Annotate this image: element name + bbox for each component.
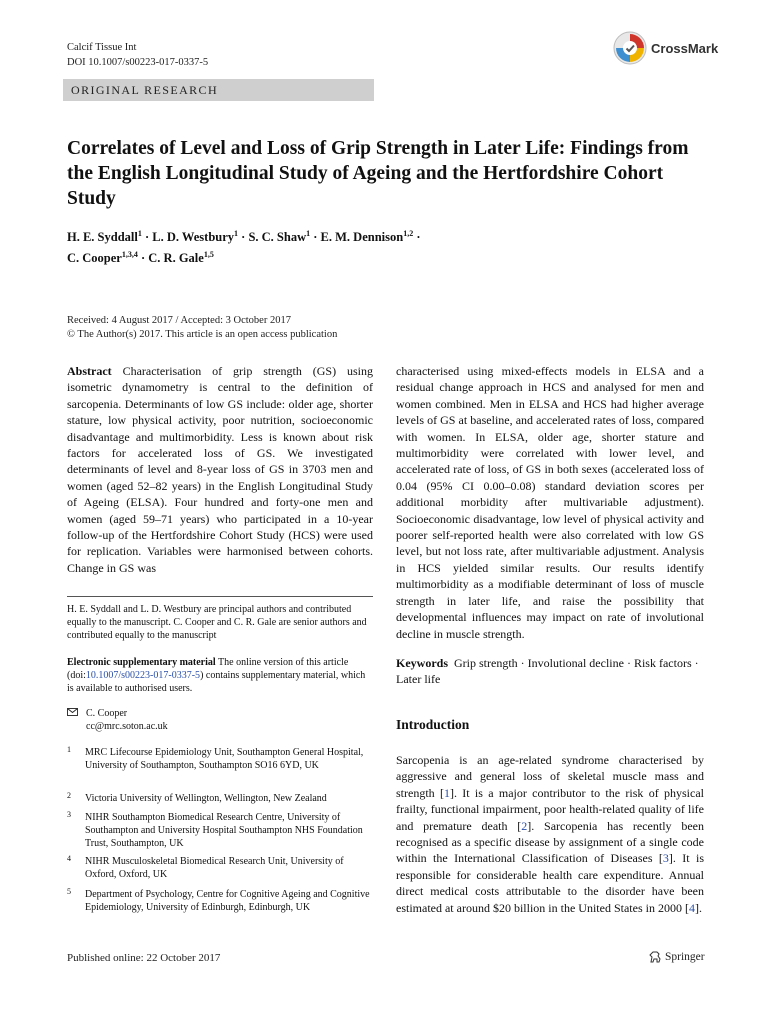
citation-link[interactable]: 3	[662, 851, 669, 866]
envelope-icon	[67, 708, 78, 716]
publisher-name: Springer	[665, 951, 705, 963]
section-label-bar	[63, 79, 374, 101]
introduction-paragraph: Sarcopenia is an age-related syndrome characterised by aggressive and general loss of skeletal muscle mass and strength [1]. It is a major contributor to the risk of physical frailty, functional impairment, poor health-related quality of life and premature death [2]. Sarcopenia has recently been recognised as a specific disease by assignment of a single code within the International Classification of Diseases [3]. It is responsible for considerable health care expenditure. Annual direct medical costs attributable to the disorder have been estimated at around $20 billion in the United States in 2000 [4].	[396, 753, 704, 915]
citation-link[interactable]: 1	[443, 785, 450, 800]
contact-name: C. Cooper	[86, 708, 128, 719]
author[interactable]: L. D. Westbury$^1$	[152, 229, 239, 244]
keywords-label: Keywords	[396, 656, 448, 670]
doi-link[interactable]: 10.1007/s00223-017-0337-5	[85, 670, 201, 682]
citation-link[interactable]: 4	[688, 900, 695, 915]
affiliation: 2 Victoria University of Wellington, Wellington, New Zealand	[67, 791, 327, 804]
esm-label: Electronic supplementary material	[67, 657, 216, 668]
affiliation: 4 NIHR Musculoskeletal Biomedical Research Unit, University of Oxford, Oxford, UK	[67, 854, 344, 881]
received-date: Received: 4 August 2017 / Accepted: 3 October 2017	[67, 315, 291, 326]
springer-horse-icon	[648, 950, 662, 964]
crossmark-icon	[612, 30, 648, 66]
author[interactable]: C. R. Gale$^{1,5}$	[148, 250, 214, 265]
affiliation: 3 NIHR Southampton Biomedical Research Centre, University of Southampton and University Hospital Southampton NHS Foundation Trust, Southampton, UK	[67, 810, 363, 850]
article-title: Correlates of Level and Loss of Grip Strength in Later Life: Findings from the English Longitudinal Study of Ageing and the Hertfordshire Cohort Study	[67, 138, 689, 209]
copyright-notice: © The Author(s) 2017. This article is an open access publication	[67, 329, 338, 340]
contact-email[interactable]: cc@mrc.soton.ac.uk	[86, 721, 168, 733]
author[interactable]: S. C. Shaw$^1$	[248, 229, 311, 244]
abstract-right-column: characterised using mixed-effects models in ELSA and a residual change approach in HCS and analysed for men and women combined. Men in ELSA and HCS had higher average levels of GS at baseline, and accelerated rates of loss, compared with women. In ELSA, older age, shorter stature and multimorbidity were correlated with lower level, and accelerated rate of loss, of GS in both sexes (accelerated loss of 0.04 (95% CI 0.00–0.08) standard deviation scores per additional morbidity after multivariable adjustment). Socioeconomic disadvantage, low level of physical activity and poorer self-reported health were also correlated with low GS level, but not loss rate, after multivariable adjustment. Analysis in HCS yielded similar results. Our results identify multimorbidity as a modifiable determinant of loss of muscle strength in later life, and raise the possibility that developmental influences may impact on rate of involutional decline in muscle strength.	[396, 364, 704, 641]
publisher-logo	[648, 950, 705, 964]
journal-name: Calcif Tissue Int	[67, 42, 137, 53]
author[interactable]: H. E. Syddall$^1$	[67, 229, 142, 244]
article-dates	[67, 314, 337, 342]
keywords-text: Grip strength · Involutional decline · Risk factors · Later life	[396, 656, 699, 687]
footnote-divider	[67, 596, 373, 597]
abstract-text: Characterisation of grip strength (GS) using isometric dynamometry is central to the definition of sarcopenia. Determinants of low GS include: older age, shorter stature, low physical activity, poor nutrition, socioeconomic disadvantage and multimorbidity. Less is known about risk factors for accelerated loss of GS. We investigated determinants of level and 8-year loss of GS in 3703 men and women (aged 52–82 years) in the English Longitudinal Study of Ageing (ELSA). Four hundred and forty-one men and women (aged 59–71 years) who participated in a 10-year follow-up of the Hertfordshire Cohort Study (HCS) were used for replication. Variables were harmonised between cohorts. Change in GS was	[67, 364, 373, 575]
affiliation: 5 Department of Psychology, Centre for Cognitive Ageing and Cognitive Epidemiology, University of Edinburgh, Edinburgh, UK	[67, 887, 370, 914]
introduction-heading: Introduction	[396, 717, 470, 732]
author[interactable]: E. M. Dennison$^{1,2}$	[320, 229, 414, 244]
affiliation: 1 MRC Lifecourse Epidemiology Unit, Southampton General Hospital, University of Southampton, Southampton SO16 6YD, UK	[67, 745, 364, 772]
published-date: Published online: 22 October 2017	[67, 952, 221, 964]
section-label: ORIGINAL RESEARCH	[71, 83, 219, 97]
citation-link[interactable]: 2	[521, 818, 528, 833]
abstract-label: Abstract	[67, 364, 112, 378]
abstract-left-column	[67, 363, 373, 576]
supplementary-material-note: Electronic supplementary material The online version of this article (doi:10.1007/s00223-017-0337-5) contains supplementary material, which is available to authorised users.	[67, 657, 366, 695]
crossmark-label: CrossMark	[651, 40, 719, 56]
author[interactable]: C. Cooper$^{1,3,4}$	[67, 250, 138, 265]
author-list: H. E. Syddall$^1$ · L. D. Westbury$^1$ · S. C. Shaw$^1$ · E. M. Dennison$^{1,2}$ · C. Cooper$^{1,3,4}$ · C. R. Gale$^{1,5}$	[67, 229, 421, 265]
corresponding-author	[67, 707, 373, 733]
journal-header	[67, 40, 208, 70]
crossmark-badge[interactable]	[612, 30, 722, 66]
doi: DOI 10.1007/s00223-017-0337-5	[67, 57, 209, 68]
equal-contribution-note: H. E. Syddall and L. D. Westbury are principal authors and contributed equally to the manuscript. C. Cooper and C. R. Gale are senior authors and contributed equally to the manuscript	[67, 604, 367, 642]
keywords	[396, 655, 704, 688]
